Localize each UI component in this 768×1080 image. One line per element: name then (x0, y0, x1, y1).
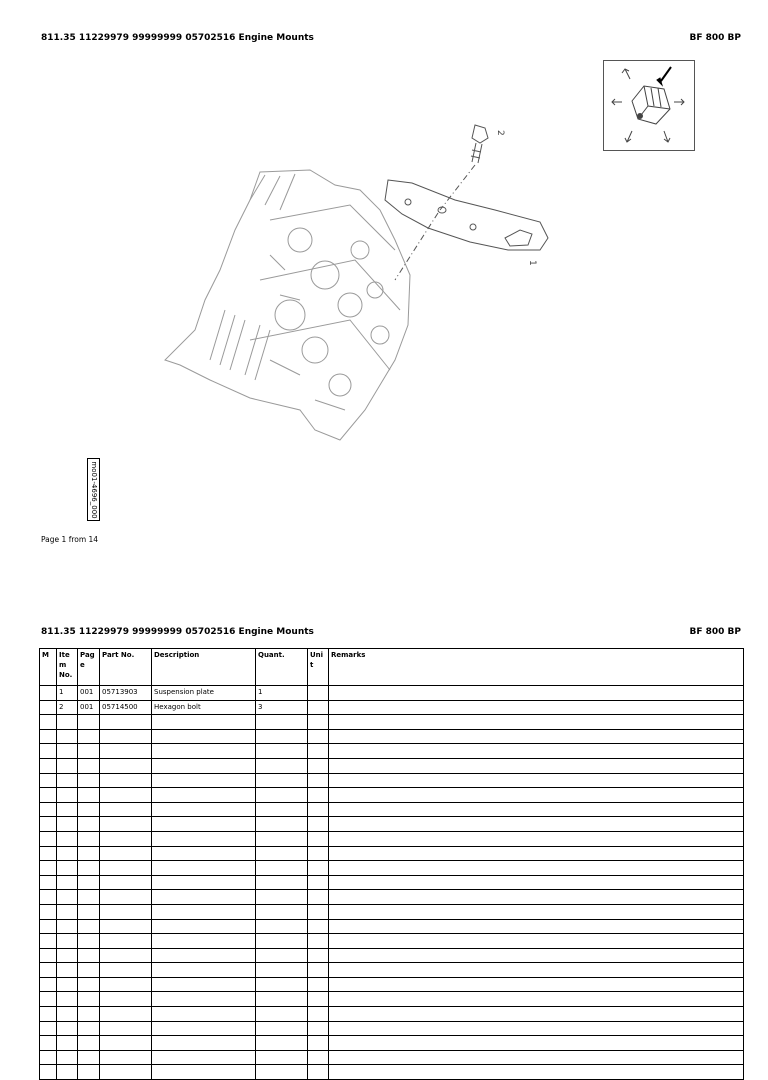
empty-cell (100, 1007, 152, 1022)
empty-cell (78, 715, 100, 730)
empty-table-row (40, 875, 744, 890)
empty-cell (256, 948, 308, 963)
empty-cell (256, 861, 308, 876)
empty-cell (329, 992, 744, 1007)
empty-cell (256, 758, 308, 773)
empty-cell (100, 992, 152, 1007)
cell-page: 001 (78, 700, 100, 715)
empty-cell (256, 817, 308, 832)
empty-cell (40, 875, 57, 890)
empty-cell (256, 744, 308, 759)
cell-quantity: 3 (256, 700, 308, 715)
empty-cell (40, 729, 57, 744)
empty-cell (256, 846, 308, 861)
empty-cell (152, 831, 256, 846)
empty-cell (100, 817, 152, 832)
empty-cell (78, 904, 100, 919)
empty-cell (57, 1065, 78, 1080)
empty-table-row (40, 715, 744, 730)
empty-cell (57, 758, 78, 773)
empty-cell (152, 977, 256, 992)
empty-cell (100, 788, 152, 803)
empty-cell (100, 1050, 152, 1065)
empty-cell (40, 1021, 57, 1036)
cell-unit (308, 686, 329, 701)
col-unit: Uni t (308, 649, 329, 686)
empty-cell (308, 1036, 329, 1051)
empty-cell (308, 934, 329, 949)
empty-cell (100, 875, 152, 890)
empty-cell (152, 758, 256, 773)
empty-cell (329, 904, 744, 919)
empty-cell (78, 729, 100, 744)
empty-cell (100, 919, 152, 934)
empty-cell (100, 977, 152, 992)
empty-cell (40, 1050, 57, 1065)
empty-cell (57, 890, 78, 905)
empty-cell (308, 1065, 329, 1080)
col-page: Pag e (78, 649, 100, 686)
empty-table-row (40, 861, 744, 876)
empty-cell (78, 963, 100, 978)
col-description: Description (152, 649, 256, 686)
empty-cell (40, 802, 57, 817)
empty-cell (152, 715, 256, 730)
empty-cell (57, 715, 78, 730)
empty-cell (152, 948, 256, 963)
table-row (40, 686, 744, 701)
empty-cell (57, 729, 78, 744)
empty-cell (100, 729, 152, 744)
empty-cell (329, 788, 744, 803)
empty-cell (256, 1036, 308, 1051)
empty-cell (57, 904, 78, 919)
empty-cell (256, 977, 308, 992)
empty-table-row (40, 817, 744, 832)
empty-cell (152, 1050, 256, 1065)
empty-table-row (40, 788, 744, 803)
empty-cell (57, 802, 78, 817)
document-title-2: 811.35 11229979 99999999 05702516 Engine Mounts (41, 627, 314, 637)
empty-cell (329, 977, 744, 992)
cell-remarks (329, 700, 744, 715)
empty-table-row (40, 948, 744, 963)
empty-cell (308, 773, 329, 788)
empty-cell (57, 1007, 78, 1022)
empty-cell (256, 1021, 308, 1036)
empty-table-row (40, 744, 744, 759)
empty-cell (152, 1007, 256, 1022)
empty-cell (57, 744, 78, 759)
empty-cell (78, 948, 100, 963)
empty-cell (100, 758, 152, 773)
empty-cell (78, 831, 100, 846)
page-number: Page 1 from 14 (41, 535, 99, 544)
empty-cell (329, 1036, 744, 1051)
empty-cell (40, 1007, 57, 1022)
empty-cell (100, 1036, 152, 1051)
empty-cell (78, 875, 100, 890)
empty-cell (308, 1021, 329, 1036)
figure-id-box (87, 458, 100, 521)
empty-cell (308, 846, 329, 861)
empty-cell (40, 992, 57, 1007)
empty-cell (152, 919, 256, 934)
empty-cell (152, 1021, 256, 1036)
empty-cell (152, 1036, 256, 1051)
empty-cell (78, 773, 100, 788)
empty-cell (40, 919, 57, 934)
cell-page: 001 (78, 686, 100, 701)
cell-m (40, 700, 57, 715)
empty-table-row (40, 919, 744, 934)
empty-cell (78, 890, 100, 905)
empty-cell (329, 1007, 744, 1022)
empty-cell (40, 904, 57, 919)
empty-cell (329, 729, 744, 744)
empty-cell (100, 1065, 152, 1080)
model-label: BF 800 BP (689, 33, 741, 43)
cell-remarks (329, 686, 744, 701)
empty-cell (152, 992, 256, 1007)
empty-cell (256, 715, 308, 730)
empty-cell (329, 817, 744, 832)
empty-cell (329, 758, 744, 773)
empty-cell (329, 1050, 744, 1065)
empty-cell (78, 1065, 100, 1080)
empty-cell (329, 948, 744, 963)
empty-cell (78, 934, 100, 949)
empty-cell (100, 715, 152, 730)
empty-cell (256, 1007, 308, 1022)
empty-cell (256, 904, 308, 919)
exploded-view-drawing (150, 110, 550, 460)
empty-table-row (40, 831, 744, 846)
empty-cell (100, 846, 152, 861)
empty-cell (329, 802, 744, 817)
empty-cell (308, 919, 329, 934)
empty-cell (57, 1036, 78, 1051)
empty-table-row (40, 846, 744, 861)
empty-cell (57, 963, 78, 978)
empty-cell (308, 904, 329, 919)
empty-cell (57, 1050, 78, 1065)
empty-cell (57, 948, 78, 963)
empty-cell (78, 744, 100, 759)
empty-table-row (40, 802, 744, 817)
empty-cell (308, 890, 329, 905)
col-part-no: Part No. (100, 649, 152, 686)
empty-cell (308, 817, 329, 832)
empty-table-row (40, 758, 744, 773)
empty-cell (100, 948, 152, 963)
empty-cell (78, 977, 100, 992)
empty-cell (308, 875, 329, 890)
model-label-2: BF 800 BP (689, 627, 741, 637)
empty-cell (57, 919, 78, 934)
empty-table-row (40, 992, 744, 1007)
empty-cell (308, 831, 329, 846)
col-item-no: Ite m No. (57, 649, 78, 686)
empty-cell (152, 846, 256, 861)
empty-table-row (40, 1021, 744, 1036)
empty-cell (78, 846, 100, 861)
empty-cell (100, 773, 152, 788)
empty-cell (57, 831, 78, 846)
empty-cell (40, 977, 57, 992)
empty-cell (100, 904, 152, 919)
cell-description: Suspension plate (152, 686, 256, 701)
empty-cell (329, 890, 744, 905)
empty-cell (329, 715, 744, 730)
empty-cell (152, 875, 256, 890)
empty-cell (329, 1065, 744, 1080)
table-row (40, 700, 744, 715)
empty-cell (40, 758, 57, 773)
parts-table (39, 648, 744, 1080)
empty-cell (329, 831, 744, 846)
empty-cell (57, 846, 78, 861)
empty-cell (40, 846, 57, 861)
empty-cell (329, 875, 744, 890)
empty-cell (40, 890, 57, 905)
empty-cell (308, 977, 329, 992)
figure-id: mo01-4696_000 (89, 460, 98, 519)
empty-cell (329, 861, 744, 876)
empty-cell (152, 861, 256, 876)
empty-cell (40, 963, 57, 978)
callout-1: 1 (527, 260, 537, 266)
empty-cell (40, 773, 57, 788)
empty-table-row (40, 904, 744, 919)
empty-cell (308, 744, 329, 759)
empty-cell (57, 977, 78, 992)
empty-cell (152, 817, 256, 832)
empty-cell (152, 963, 256, 978)
empty-cell (256, 831, 308, 846)
empty-table-row (40, 963, 744, 978)
empty-table-row (40, 977, 744, 992)
empty-cell (329, 773, 744, 788)
empty-cell (40, 817, 57, 832)
orientation-thumbnail (603, 60, 695, 151)
empty-cell (329, 1021, 744, 1036)
empty-cell (256, 773, 308, 788)
empty-cell (256, 934, 308, 949)
empty-cell (57, 788, 78, 803)
empty-cell (152, 1065, 256, 1080)
empty-cell (152, 744, 256, 759)
empty-cell (40, 788, 57, 803)
empty-cell (152, 773, 256, 788)
empty-cell (40, 861, 57, 876)
cell-part-no: 05713903 (100, 686, 152, 701)
empty-cell (57, 992, 78, 1007)
cell-part-no: 05714500 (100, 700, 152, 715)
empty-cell (40, 948, 57, 963)
empty-cell (57, 861, 78, 876)
empty-table-row (40, 1007, 744, 1022)
callout-2: 2 (495, 130, 505, 136)
empty-table-row (40, 773, 744, 788)
empty-cell (308, 729, 329, 744)
empty-cell (100, 802, 152, 817)
empty-cell (256, 802, 308, 817)
empty-cell (40, 1036, 57, 1051)
empty-table-row (40, 1050, 744, 1065)
empty-cell (329, 963, 744, 978)
empty-cell (57, 934, 78, 949)
empty-cell (308, 1007, 329, 1022)
empty-cell (40, 934, 57, 949)
empty-cell (308, 758, 329, 773)
empty-cell (256, 963, 308, 978)
empty-cell (100, 831, 152, 846)
empty-cell (256, 890, 308, 905)
cell-item-no: 2 (57, 700, 78, 715)
col-remarks: Remarks (329, 649, 744, 686)
empty-cell (329, 744, 744, 759)
empty-cell (40, 831, 57, 846)
cell-quantity: 1 (256, 686, 308, 701)
table-header-row (40, 649, 744, 686)
empty-cell (152, 729, 256, 744)
col-m: M (40, 649, 57, 686)
empty-cell (256, 788, 308, 803)
empty-cell (308, 715, 329, 730)
empty-cell (308, 992, 329, 1007)
empty-cell (152, 788, 256, 803)
cell-item-no: 1 (57, 686, 78, 701)
empty-cell (256, 1065, 308, 1080)
empty-table-row (40, 890, 744, 905)
cell-m (40, 686, 57, 701)
empty-cell (78, 919, 100, 934)
empty-cell (308, 802, 329, 817)
empty-cell (78, 1007, 100, 1022)
empty-cell (152, 934, 256, 949)
empty-cell (308, 963, 329, 978)
empty-cell (78, 992, 100, 1007)
empty-cell (57, 817, 78, 832)
empty-cell (100, 861, 152, 876)
empty-cell (78, 802, 100, 817)
cell-description: Hexagon bolt (152, 700, 256, 715)
empty-cell (78, 758, 100, 773)
empty-cell (40, 744, 57, 759)
empty-cell (256, 729, 308, 744)
empty-cell (152, 890, 256, 905)
empty-cell (152, 802, 256, 817)
empty-cell (40, 715, 57, 730)
empty-cell (78, 788, 100, 803)
empty-cell (256, 875, 308, 890)
empty-cell (256, 992, 308, 1007)
empty-cell (152, 904, 256, 919)
empty-table-row (40, 1036, 744, 1051)
empty-table-row (40, 1065, 744, 1080)
empty-cell (78, 861, 100, 876)
empty-cell (78, 1050, 100, 1065)
empty-cell (329, 934, 744, 949)
empty-cell (256, 919, 308, 934)
empty-cell (78, 1021, 100, 1036)
cell-unit (308, 700, 329, 715)
empty-cell (40, 1065, 57, 1080)
empty-cell (329, 846, 744, 861)
empty-cell (100, 744, 152, 759)
empty-cell (57, 1021, 78, 1036)
empty-cell (308, 948, 329, 963)
empty-cell (57, 773, 78, 788)
empty-table-row (40, 729, 744, 744)
empty-cell (57, 875, 78, 890)
empty-cell (308, 861, 329, 876)
empty-cell (100, 963, 152, 978)
empty-cell (100, 890, 152, 905)
col-quantity: Quant. (256, 649, 308, 686)
empty-cell (308, 1050, 329, 1065)
document-title: 811.35 11229979 99999999 05702516 Engine Mounts (41, 33, 314, 43)
empty-cell (256, 1050, 308, 1065)
empty-cell (329, 919, 744, 934)
empty-cell (100, 934, 152, 949)
empty-cell (100, 1021, 152, 1036)
empty-cell (308, 788, 329, 803)
empty-table-row (40, 934, 744, 949)
empty-cell (78, 1036, 100, 1051)
empty-cell (78, 817, 100, 832)
